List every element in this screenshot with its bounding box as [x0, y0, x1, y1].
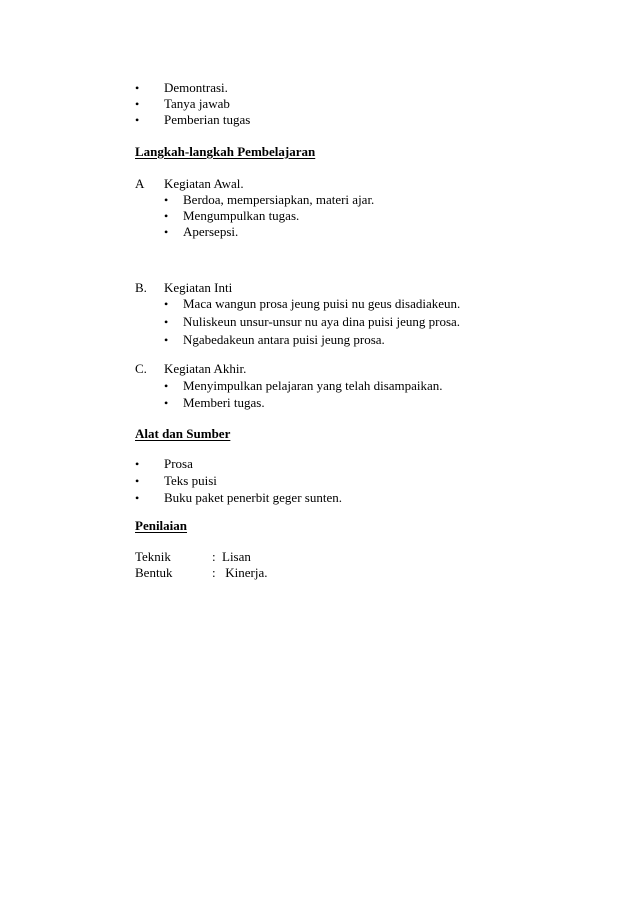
- bullet-icon: •: [135, 81, 140, 95]
- assessment-value: Lisan: [222, 549, 251, 564]
- bullet-icon: •: [135, 97, 140, 111]
- bullet-icon: •: [164, 315, 169, 329]
- step-item: Maca wangun prosa jeung puisi nu geus disadiakeun.: [183, 296, 461, 311]
- steps-heading: Langkah-langkah Pembelajaran: [135, 144, 316, 159]
- bullet-icon: •: [164, 209, 169, 223]
- resource-item: Teks puisi: [164, 473, 217, 488]
- assessment-separator: :: [212, 549, 216, 564]
- assessment-value: Kinerja.: [222, 565, 268, 580]
- section-marker: C.: [135, 361, 147, 376]
- step-item: Mengumpulkan tugas.: [183, 208, 300, 223]
- step-item: Berdoa, mempersiapkan, materi ajar.: [183, 192, 375, 207]
- method-item: Pemberian tugas: [164, 112, 251, 127]
- section-title: Kegiatan Inti: [164, 280, 233, 295]
- bullet-icon: •: [164, 297, 169, 311]
- bullet-icon: •: [164, 225, 169, 239]
- bullet-icon: •: [164, 193, 169, 207]
- step-item: Ngabedakeun antara puisi jeung prosa.: [183, 332, 385, 347]
- step-item: Apersepsi.: [183, 224, 239, 239]
- section-title: Kegiatan Awal.: [164, 176, 244, 191]
- bullet-icon: •: [135, 457, 140, 471]
- step-item: Menyimpulkan pelajaran yang telah disampaikan.: [183, 378, 443, 393]
- assessment-label: Bentuk: [135, 565, 173, 580]
- bullet-icon: •: [135, 113, 140, 127]
- bullet-icon: •: [135, 474, 140, 488]
- assessment-heading: Penilaian: [135, 518, 188, 533]
- step-item: Nuliskeun unsur-unsur nu aya dina puisi jeung prosa.: [183, 314, 461, 329]
- resources-heading: Alat dan Sumber: [135, 426, 231, 441]
- assessment-separator: :: [212, 565, 216, 580]
- bullet-icon: •: [135, 491, 140, 505]
- method-item: Tanya jawab: [164, 96, 230, 111]
- section-marker: B.: [135, 280, 147, 295]
- resource-item: Prosa: [164, 456, 193, 471]
- step-item: Memberi tugas.: [183, 395, 265, 410]
- assessment-label: Teknik: [135, 549, 171, 564]
- section-marker: A: [135, 176, 145, 191]
- bullet-icon: •: [164, 333, 169, 347]
- resource-item: Buku paket penerbit geger sunten.: [164, 490, 342, 505]
- bullet-icon: •: [164, 396, 169, 410]
- section-title: Kegiatan Akhir.: [164, 361, 247, 376]
- method-item: Demontrasi.: [164, 80, 228, 95]
- bullet-icon: •: [164, 379, 169, 393]
